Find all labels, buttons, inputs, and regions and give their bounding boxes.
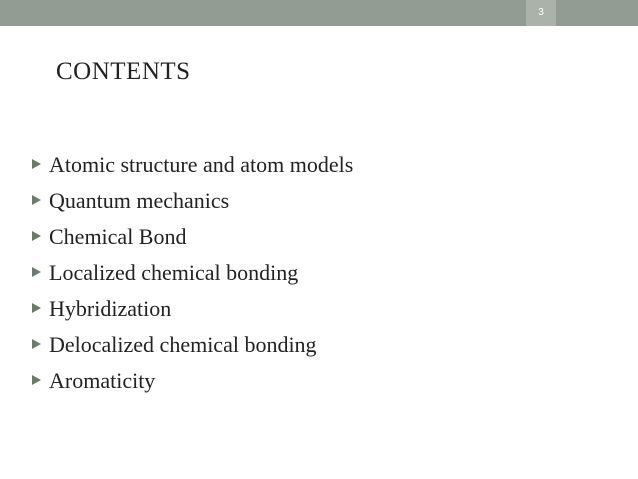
- triangle-bullet-icon: [32, 375, 41, 385]
- contents-list: [32, 152, 353, 404]
- list-item: [32, 296, 353, 332]
- triangle-bullet-icon: [32, 267, 41, 277]
- list-item-text: Delocalized chemical bonding: [49, 332, 317, 357]
- list-item: [32, 224, 353, 260]
- list-item: [32, 188, 353, 224]
- list-item: [32, 332, 353, 368]
- list-item-text: Localized chemical bonding: [49, 260, 299, 285]
- list-item-text: Quantum mechanics: [49, 188, 230, 213]
- triangle-bullet-icon: [32, 303, 41, 313]
- triangle-bullet-icon: [32, 195, 41, 205]
- list-item: [32, 260, 353, 296]
- list-item-text: Aromaticity: [49, 368, 156, 393]
- list-item-text: Chemical Bond: [49, 224, 187, 249]
- triangle-bullet-icon: [32, 159, 41, 169]
- list-item-text: Atomic structure and atom models: [49, 152, 354, 177]
- slide-title: CONTENTS: [56, 58, 191, 85]
- list-item: [32, 368, 353, 404]
- list-item: [32, 152, 353, 188]
- list-item-text: Hybridization: [49, 296, 172, 321]
- triangle-bullet-icon: [32, 231, 41, 241]
- page-number: 3: [526, 0, 556, 26]
- triangle-bullet-icon: [32, 339, 41, 349]
